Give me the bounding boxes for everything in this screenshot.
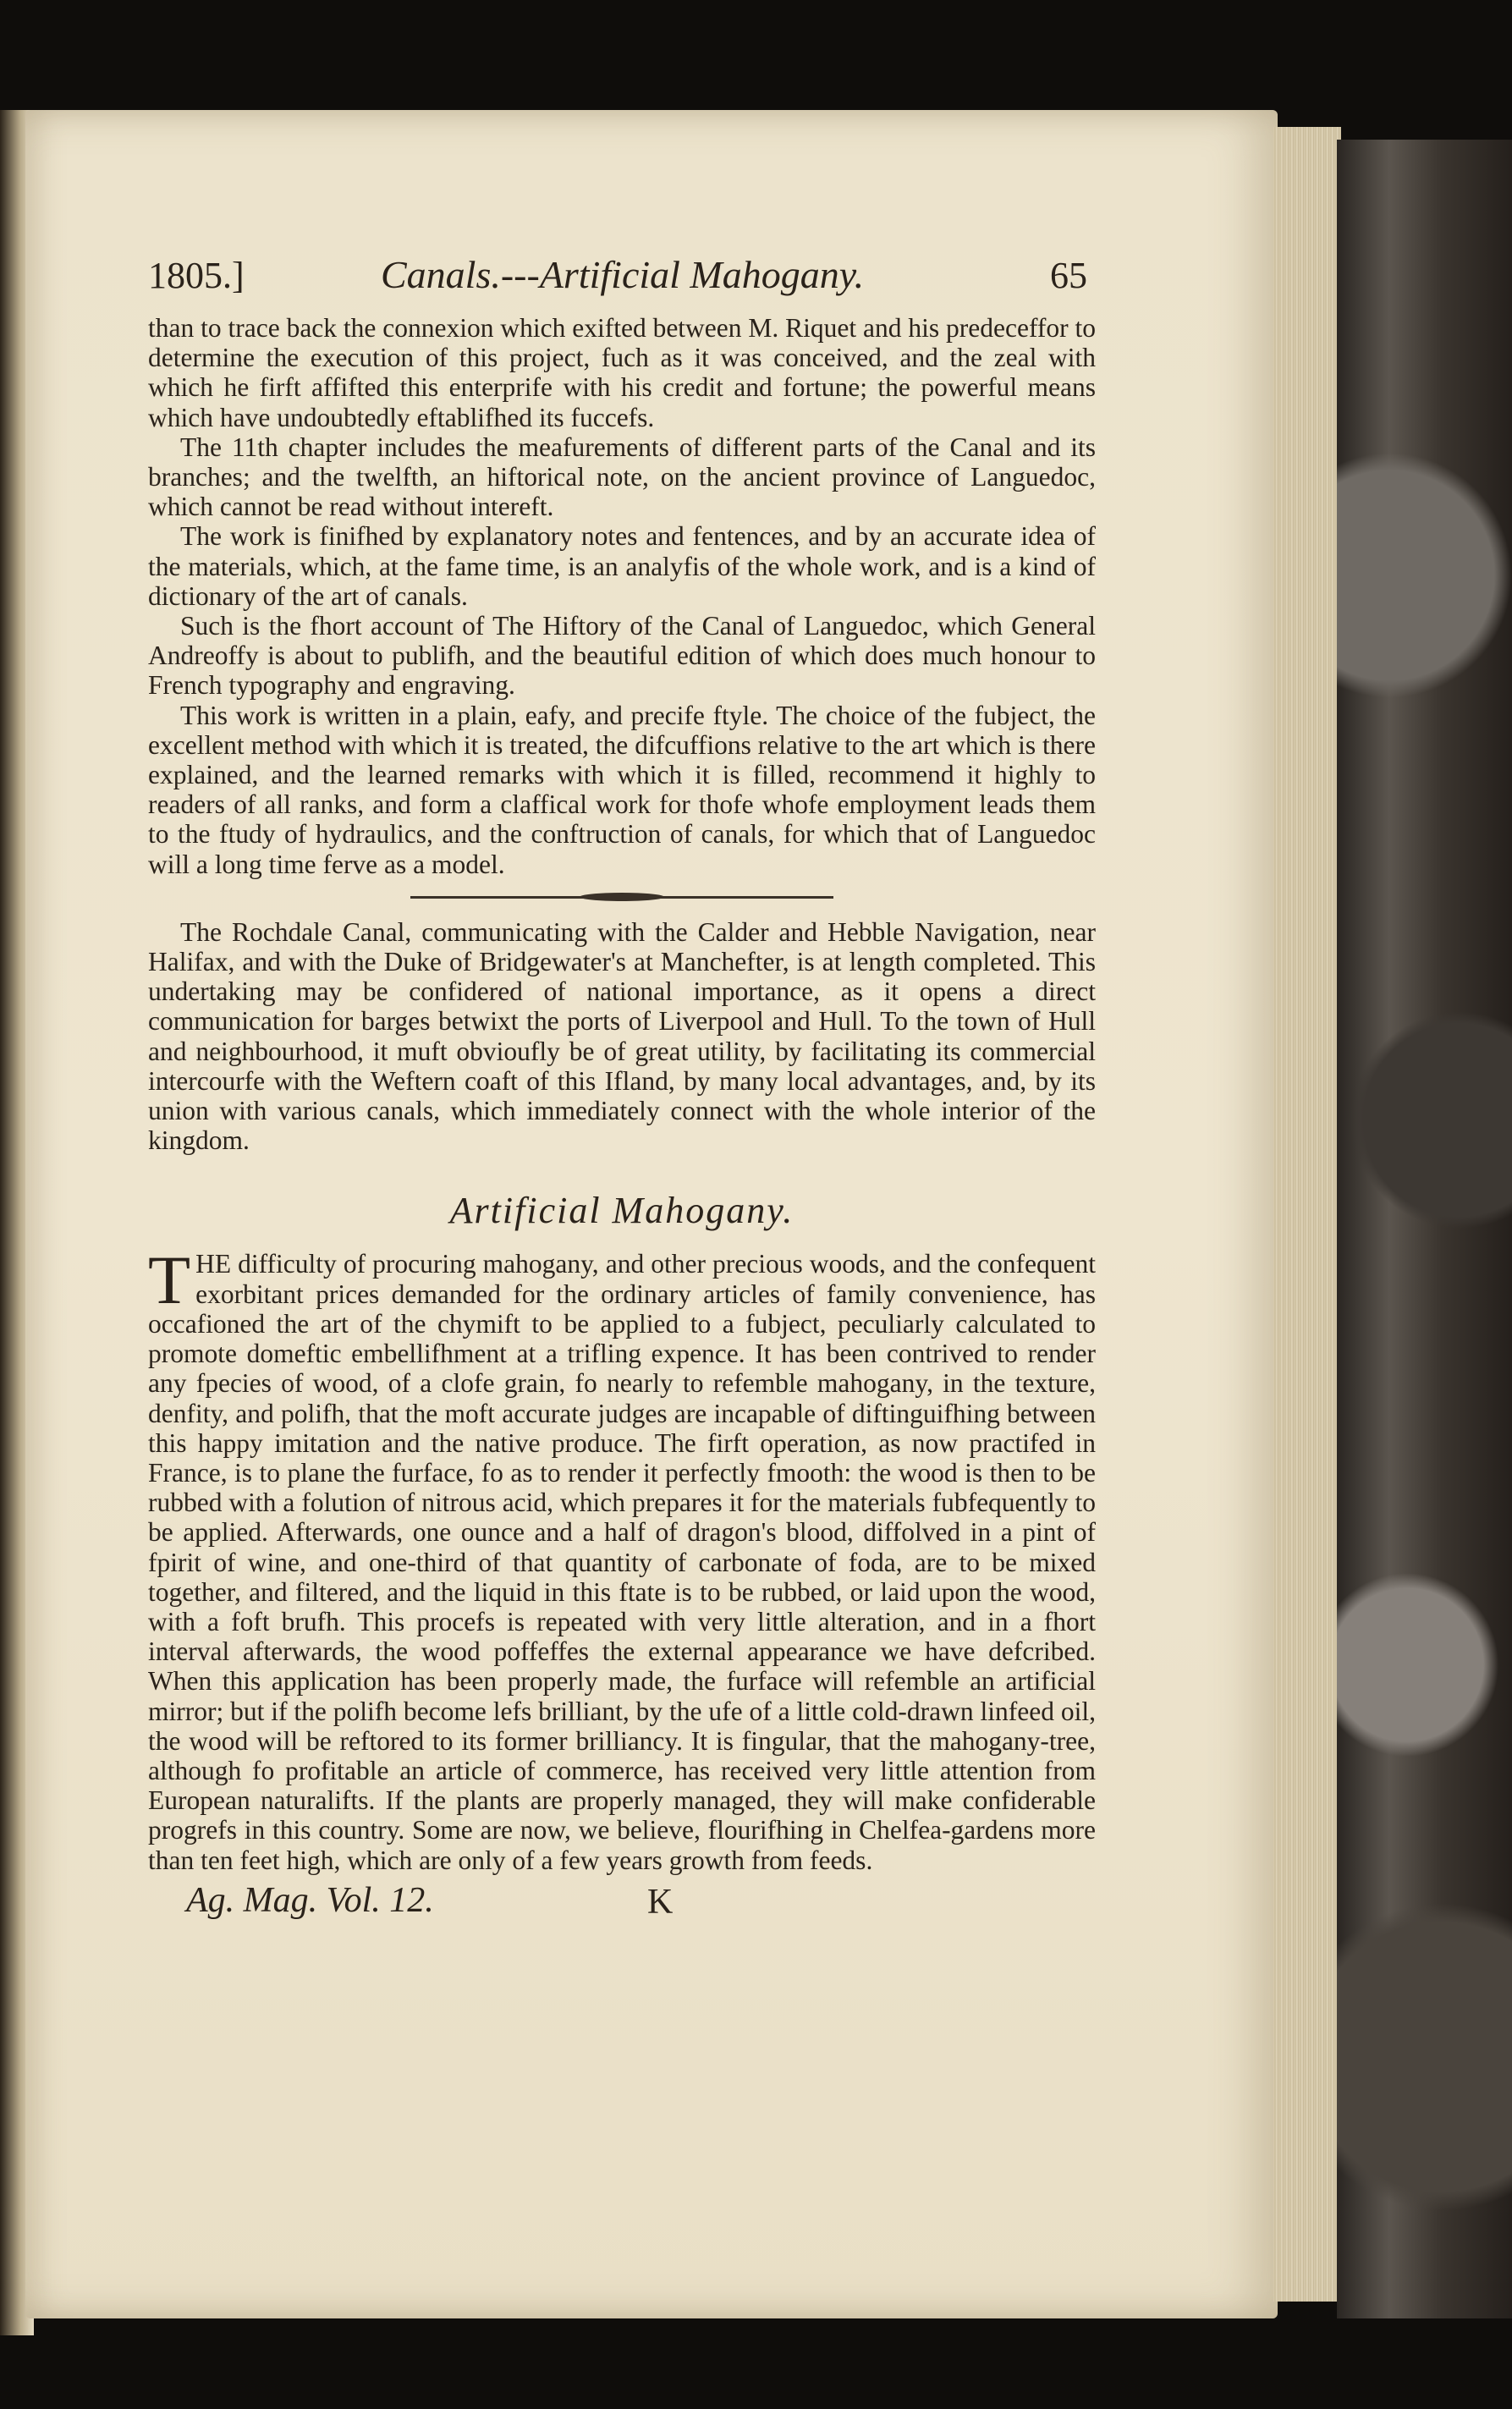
page-footer bbox=[148, 1880, 1096, 1922]
section-divider bbox=[410, 896, 833, 899]
page-content bbox=[148, 245, 1096, 1922]
running-head bbox=[148, 245, 1096, 313]
signature-line: Ag. Mag. Vol. 12. bbox=[186, 1880, 434, 1920]
marbled-cover bbox=[1337, 140, 1512, 2318]
paragraph-connexion: than to trace back the connexion which exifted between M. Riquet and his predeceffor to determine the execution of this project, fuch as it was conceived, and the zeal with which he firft affifted this enterprife with his credit and fortune; the powerful means which have undoubtedly eftablifhed its fuccefs. bbox=[148, 313, 1096, 432]
paragraph-artificial-mahogany bbox=[148, 1241, 1096, 1875]
section-title: Artificial Mahogany. bbox=[449, 1190, 794, 1232]
paragraph-explanatory-notes: The work is finifhed by explanatory notes and fentences, and by an accurate idea of the materials, which, at the fame time, is an analyfis of the whole work, and is a kind of dictionary of the art of canals. bbox=[148, 521, 1096, 611]
mahogany-text: HE difficulty of procuring mahogany, and other precious woods, and the confequent exorbitant prices demanded for the ordinary articles of family convenience, has occafioned the art of the chymift to be applied to a fubject, peculiarly calculated to promote domeftic embellifhment at a trifling expence. It has been contrived to render any fpecies of wood, of a clofe grain, fo nearly to refemble mahogany, in the texture, denfity, and polifh, that the moft accurate judges are incapable of diftinguifhing between this happy imitation and the native produce. The firft operation, as now practifed in France, is to plane the furface, fo as to render it perfectly fmooth: the wood is then to be rubbed with a folution of nitrous acid, which prepares it for the materials fubfequently to be applied. Afterwards, one ounce and a half of dragon's blood, diffolved in a pint of fpirit of wine, and one-third of that quantity of carbonate of foda, are to be mixed together, and filtered, and the liquid in this ftate is to be rubbed, or laid upon the wood, with a foft brufh. This procefs is repeated with very little alteration, and in a fhort interval afterwards, the wood poffeffes the external appearance we have defcribed. When this application has been properly made, the furface will refemble an artificial mirror; but if the polifh become lefs brilliant, by the ufe of a little cold-drawn linfeed oil, the wood will be reftored to its former brilliancy. It is fingular, that the mahogany-tree, although fo profitable an article of commerce, has received very little attention from European naturalifts. If the plants are properly managed, they will make confiderable progrefs in this country. Some are now, we believe, flourifhing in Chelfea-gardens more than ten feet high, which are only of a few years growth from feeds. bbox=[148, 1249, 1096, 1875]
paragraph-short-account: Such is the fhort account of The Hiftory of the Canal of Languedoc, which General Andreoffy is about to publifh, and the beautiful edition of which does much honour to French typography and engraving. bbox=[148, 611, 1096, 701]
paragraph-rochdale-canal: The Rochdale Canal, communicating with the Calder and Hebble Navigation, near Halifax, and with the Duke of Bridgewater's at Manchefter, is at length completed. This undertaking may be confidered of national importance, as it opens a direct communication for barges betwixt the ports of Liverpool and Hull. To the town of Hull and neighbourhood, it muft obvioufly be of great utility, by facilitating its commercial intercourfe with the Weftern coaft of this Ifland, by many local advantages, and, by its union with various canals, which immediately connect with the whole interior of the kingdom. bbox=[148, 916, 1096, 1156]
paragraph-style: This work is written in a plain, eafy, and precife ftyle. The choice of the fubject, the excellent method with which it is treated, the difcuffions relative to the art which is there explained, and the learned remarks with which it is filled, recommend it highly to readers of all ranks, and form a claffical work for thofe whofe employment leads them to the ftudy of hydraulics, and the conftruction of canals, for which that of Languedoc will a long time ferve as a model. bbox=[148, 700, 1096, 879]
page-edges bbox=[1273, 127, 1341, 2302]
header-date: 1805.] bbox=[148, 255, 245, 296]
signature-mark: K bbox=[647, 1882, 674, 1922]
header-title: Canals.---Artificial Mahogany. bbox=[381, 253, 865, 296]
page-number: 65 bbox=[1050, 255, 1087, 296]
drop-cap: T bbox=[148, 1241, 191, 1319]
paragraph-chapter-11: The 11th chapter includes the meafurements of different parts of the Canal and its branches; and the twelfth, an hiftorical note, on the ancient province of Languedoc, which cannot be read without intereft. bbox=[148, 432, 1096, 522]
